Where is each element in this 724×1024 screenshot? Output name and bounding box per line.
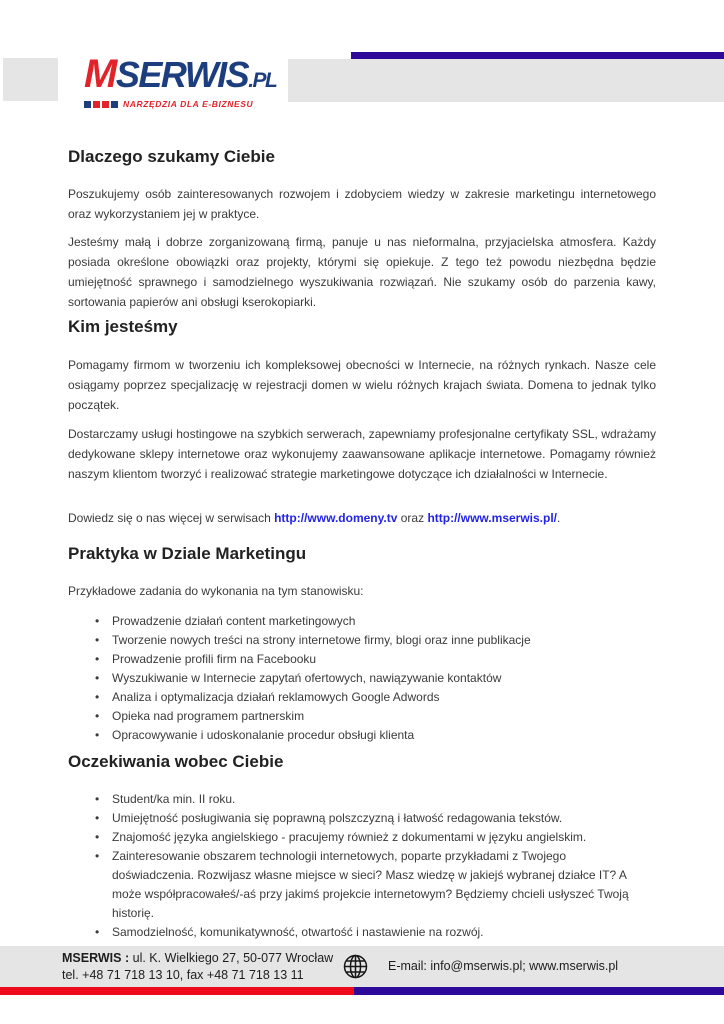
list-item: • Opracowywanie i udoskonalanie procedur obsługi klienta — [68, 726, 643, 745]
list-item: • Opieka nad programem partnerskim — [68, 707, 643, 726]
mserwis-logo — [84, 52, 284, 109]
list-item: • Prowadzenie profili firm na Facebooku — [68, 650, 643, 669]
links-line-suffix: . — [557, 511, 561, 525]
paragraph: Poszukujemy osób zainteresowanych rozwojem i zdobyciem wiedzy w zakresie marketingu internetowego oraz wykorzystaniem jej w praktyce. — [68, 187, 656, 221]
list-intro: Przykładowe zadania do wykonania na tym stanowisku: — [68, 584, 364, 598]
paragraph: Dostarczamy usługi hostingowe na szybkich serwerach, zapewniamy profesjonalne certyfikaty SSL, wdrażamy dedykowane sklepy internetowe oraz wykonujemy zaawansowane aplikacje internetowe. Pomagamy również naszym klientom tworzyć i realizować strategie marketingowe dotyczące ich działalności w Internecie. — [68, 427, 656, 481]
list-item: • Samodzielność, komunikatywność, otwartość i nastawienie na rozwój. — [68, 923, 643, 942]
paragraph: Pomagamy firmom w tworzeniu ich kompleksowej obecności w Internecie, na różnych rynkach. Nasze cele osiągamy poprzez specjalizację w rejestracji domen w wielu różnych krajach świata. Domena to jednak tylko początek. — [68, 358, 656, 412]
links-line — [68, 508, 656, 528]
section-heading-dlaczego: Dlaczego szukamy Ciebie — [68, 147, 275, 166]
link-domeny-tv[interactable]: http://www.domeny.tv — [274, 511, 398, 525]
logo-square-icon — [102, 101, 109, 108]
header-gray-strip-left — [3, 58, 58, 101]
header-accent-bar — [351, 52, 724, 59]
list-item: • Zainteresowanie obszarem technologii internetowych, poparte przykładami z Twojego doświadczenia. Rozwijasz własne miejsce w sieci? Masz wiedzę w jakiejś wybranej działce IT? A może współpracowałeś/-aś przy jakimś projekcie internetowym? Będziemy chcieli usłyszeć Twoją historię. — [68, 847, 643, 923]
header-gray-strip-right — [288, 59, 724, 102]
paragraph: Jesteśmy małą i dobrze zorganizowaną firmą, panuje u nas nieformalna, przyjacielska atmosfera. Każdy posiada określone obowiązki oraz projekty, którymi się opiekuje. Z tego też powodu niezbędna będzie umiejętność sprawnego i samodzielnego wyszukiwania rozwiązań. Nie szukamy osób do parzenia kawy, sortowania papierów ani obsługi kserokopiarki. — [68, 235, 656, 309]
tasks-list — [68, 612, 643, 745]
footer-phone-line: tel. +48 71 718 13 10, fax +48 71 718 13 11 — [62, 968, 304, 982]
list-item: • Znajomość języka angielskiego - pracujemy również z dokumentami w języku angielskim. — [68, 828, 643, 847]
globe-icon — [342, 953, 369, 980]
list-item: • Tworzenie nowych treści na strony internetowe firmy, blogi oraz inne publikacje — [68, 631, 643, 650]
logo-letter-m: M — [84, 52, 116, 96]
list-item: • Prowadzenie działań content marketingowych — [68, 612, 643, 631]
footer-contact — [62, 950, 342, 984]
logo-square-icon — [111, 101, 118, 108]
list-item: • Student/ka min. II roku. — [68, 790, 643, 809]
section-heading-kim-jestesmy: Kim jesteśmy — [68, 317, 178, 336]
logo-square-icon — [84, 101, 91, 108]
logo-square-icon — [93, 101, 100, 108]
logo-wordmark — [84, 52, 284, 101]
footer-accent-bar-indigo — [354, 987, 724, 995]
section-heading-oczekiwania: Oczekiwania wobec Ciebie — [68, 752, 284, 771]
links-line-middle: oraz — [397, 511, 428, 525]
expectations-list — [68, 790, 643, 942]
footer-accent-bar-red — [0, 987, 354, 995]
logo-pl-text: .PL — [248, 69, 277, 92]
footer-address: ul. K. Wielkiego 27, 50-077 Wrocław — [129, 951, 334, 965]
logo-serwis-text: SERWIS — [115, 54, 249, 95]
list-item: • Analiza i optymalizacja działań reklamowych Google Adwords — [68, 688, 643, 707]
section-heading-praktyka: Praktyka w Dziale Marketingu — [68, 544, 307, 563]
link-mserwis-pl[interactable]: http://www.mserwis.pl/ — [427, 511, 558, 525]
footer-address-line — [62, 950, 342, 967]
list-item: • Umiejętność posługiwania się poprawną polszczyzną i łatwość redagowania tekstów. — [68, 809, 643, 828]
logo-tagline: NARZĘDZIA DLA E-BIZNESU — [123, 99, 254, 109]
footer-email-line: E-mail: info@mserwis.pl; www.mserwis.pl — [388, 959, 619, 973]
links-line-prefix: Dowiedz się o nas więcej w serwisach — [68, 511, 275, 525]
footer-company-name: MSERWIS : — [62, 951, 130, 965]
list-item: • Wyszukiwanie w Internecie zapytań ofertowych, nawiązywanie kontaktów — [68, 669, 643, 688]
